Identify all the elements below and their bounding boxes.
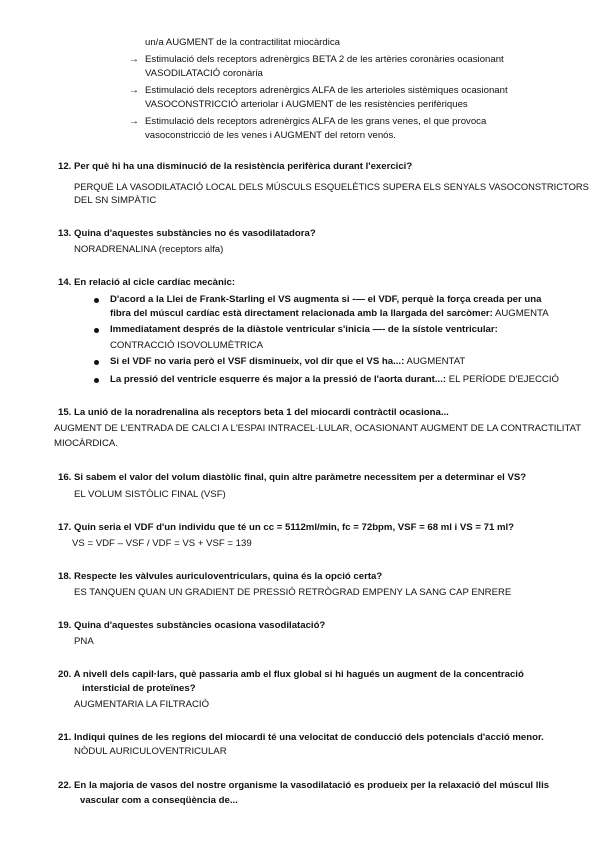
q14-bullet-4: La pressió del ventricle esquerre és major a la pressió de l'aorta durant...: EL PERÍODE D'EJECCIÓ: [110, 374, 559, 385]
question-15: [58, 406, 449, 419]
arrow-icon: →: [129, 54, 139, 65]
arrow-icon: →: [129, 116, 139, 127]
question-17: [58, 521, 514, 534]
question-text: Quin seria el VDF d'un individu que té un cc = 5112ml/min, fc = 72bpm, VSF = 68 ml i VS = 71 ml?: [74, 522, 515, 533]
question-16: [58, 471, 526, 484]
answer-15-line2: MIOCÀRDICA.: [54, 438, 118, 449]
question-number: 18.: [58, 571, 72, 582]
answer-12-line2: DEL SN SIMPÀTIC: [74, 195, 157, 206]
question-text: En relació al cicle cardíac mecànic:: [74, 277, 236, 288]
q14-bullet-1-line2: fibra del múscul cardíac està directament relacionada amb la llargada del sarcòmer: AUGMENTA: [110, 308, 549, 319]
arrow-item-1-line2: VASODILATACIÓ coronària: [145, 68, 263, 79]
question-text: Quina d'aquestes substàncies ocasiona vasodilatació?: [74, 620, 326, 631]
q14-bullet-3: Si el VDF no varia però el VSF disminueix, vol dir que el VS ha...: AUGMENTAT: [110, 356, 466, 367]
question-number: 13.: [58, 228, 72, 239]
question-text: Indiqui quines de les regions del miocardi té una velocitat de conducció dels potencials d'acció menor.: [74, 732, 544, 743]
answer-18: ES TANQUEN QUAN UN GRADIENT DE PRESSIÓ RETRÒGRAD EMPENY LA SANG CAP ENRERE: [74, 587, 512, 598]
question-22: [58, 779, 549, 792]
question-13: [58, 227, 316, 240]
answer-19: PNA: [74, 636, 94, 647]
answer-13: NORADRENALINA (receptors alfa): [74, 244, 224, 255]
bullet-icon: [94, 328, 99, 333]
question-number: 12.: [58, 161, 72, 172]
question-text: La unió de la noradrenalina als receptors beta 1 del miocardi contràctil ocasiona...: [74, 407, 449, 418]
arrow-item-1-line1: Estimulació dels receptors adrenèrgics BETA 2 de les artèries coronàries ocasionant: [145, 54, 504, 65]
q14-bullet-2-line1: Immediatament després de la diàstole ventricular s'inicia —- de la sístole ventricular:: [110, 324, 498, 335]
q14-bullet-1-line1: D'acord a la Llei de Frank-Starling el VS augmenta si -— el VDF, perquè la força creada per una: [110, 294, 542, 305]
arrow-item-3-line2: vasoconstricció de les venes i AUGMENT del retorn venós.: [145, 130, 396, 141]
question-number: 15.: [58, 407, 72, 418]
question-14: [58, 276, 235, 289]
answer-21: NÒDUL AURICULOVENTRICULAR: [74, 746, 227, 757]
answer-16: EL VOLUM SISTÒLIC FINAL (VSF): [74, 489, 226, 500]
bullet-icon: [94, 360, 99, 365]
question-20-line2: intersticial de proteïnes?: [82, 683, 196, 694]
question-18: [58, 570, 382, 583]
q14-bullet-2-answer: CONTRACCIÓ ISOVOLUMÈTRICA: [110, 340, 263, 351]
question-text: Quina d'aquestes substàncies no és vasodilatadora?: [74, 228, 316, 239]
arrow-item-2-line2: VASOCONSTRICCIÓ arteriolar i AUGMENT de les resistències perifèriques: [145, 99, 468, 110]
question-text: En la majoria de vasos del nostre organisme la vasodilatació es produeix per la relaxació del múscul llis: [74, 780, 550, 791]
arrow-item-3-line1: Estimulació dels receptors adrenèrgics ALFA de les grans venes, el que provoca: [145, 116, 487, 127]
question-text: Respecte les vàlvules auriculoventriculars, quina és la opció certa?: [74, 571, 383, 582]
question-22-line2: vascular com a conseqüència de...: [80, 795, 238, 806]
bullet-icon: [94, 378, 99, 383]
q14-bullet-3-answer: AUGMENTAT: [406, 356, 466, 367]
arrow-item-2-line1: Estimulació dels receptors adrenèrgics ALFA de les arterioles sistèmiques ocasionant: [145, 85, 508, 96]
continuation-line: un/a AUGMENT de la contractilitat miocàrdica: [145, 37, 340, 48]
q14-bullet-4-answer: EL PERÍODE D'EJECCIÓ: [448, 374, 559, 385]
bullet-icon: [94, 298, 99, 303]
question-number: 16.: [58, 472, 72, 483]
question-number: 22.: [58, 780, 72, 791]
question-text: Per què hi ha una disminució de la resistència perifèrica durant l'exercici?: [74, 161, 413, 172]
question-text: Si sabem el valor del volum diastòlic final, quin altre paràmetre necessitem per a determinar el VS?: [74, 472, 527, 483]
question-number: 19.: [58, 620, 72, 631]
question-number: 20.: [58, 669, 72, 680]
question-number: 21.: [58, 732, 72, 743]
answer-17: VS = VDF – VSF / VDF = VS + VSF = 139: [72, 538, 252, 549]
answer-15-line1: AUGMENT DE L'ENTRADA DE CALCI A L'ESPAI INTRACEL·LULAR, OCASIONANT AUGMENT DE LA CONTRACTILITAT: [54, 423, 582, 434]
question-text: A nivell dels capil·lars, què passaria amb el flux global si hi hagués un augment de la concentració: [73, 669, 524, 680]
question-21: [58, 731, 544, 744]
question-19: [58, 619, 325, 632]
answer-12-line1: PERQUÈ LA VASODILATACIÓ LOCAL DELS MÚSCULS ESQUELÈTICS SUPERA ELS SENYALS VASOCONSTRICTORS: [74, 181, 589, 192]
question-20: [58, 668, 524, 681]
question-12: [58, 160, 412, 173]
q14-bullet-1-answer: AUGMENTA: [494, 308, 549, 319]
question-number: 14.: [58, 277, 72, 288]
question-number: 17.: [58, 522, 72, 533]
answer-20: AUGMENTARIA LA FILTRACIÓ: [74, 699, 210, 710]
arrow-icon: →: [129, 85, 139, 96]
